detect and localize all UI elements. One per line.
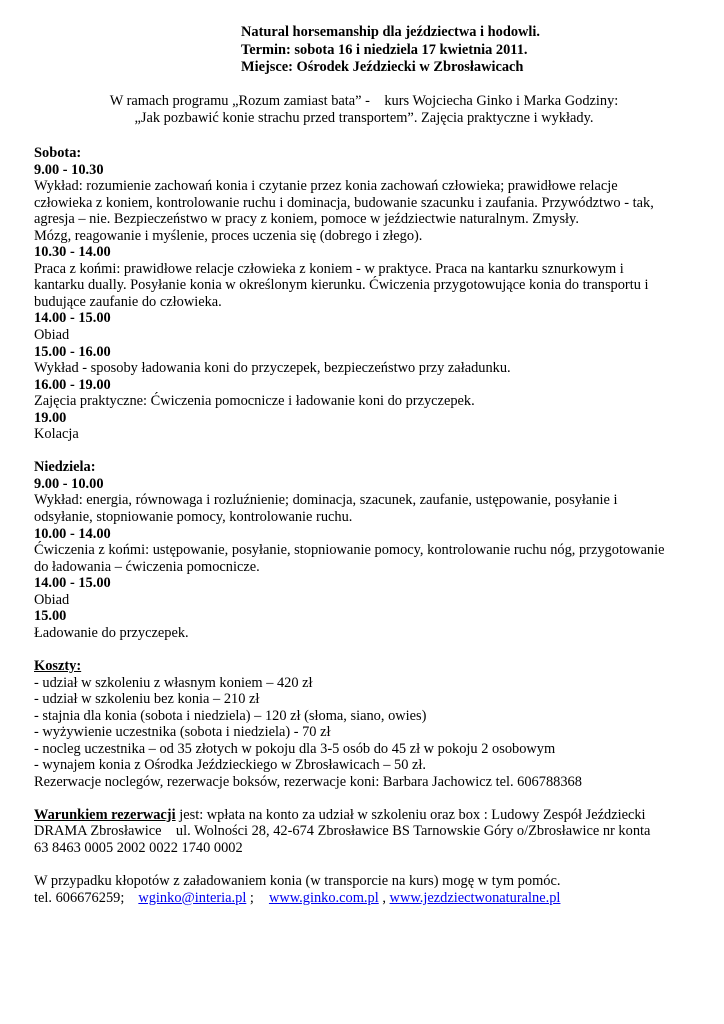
paragraph-gap	[34, 857, 684, 874]
document-body	[34, 145, 684, 906]
separator: ,	[378, 889, 386, 906]
schedule-text: budujące zaufanie do człowieka.	[34, 293, 222, 310]
schedule-text: Wykład: energia, równowaga i rozluźnienie; dominacja, szacunek, zaufanie, ustępowanie, posyłanie i	[34, 492, 618, 509]
schedule-time: 14.00 - 15.00	[34, 575, 111, 592]
schedule-text: Wykład - sposoby ładowania koni do przyczepek, bezpieczeństwo przy załadunku.	[34, 360, 511, 377]
email-link[interactable]: wginko@interia.pl	[138, 889, 247, 906]
sunday-heading: Niedziela:	[34, 459, 96, 476]
schedule-time: 19.00	[34, 409, 67, 426]
costs-heading: Koszty:	[34, 657, 82, 674]
paragraph-gap	[34, 641, 684, 658]
header-location: Miejsce: Ośrodek Jeździecki w Zbrosławicach	[241, 59, 524, 75]
terms-heading: Warunkiem rezerwacji	[34, 806, 176, 823]
intro-paragraph	[34, 93, 694, 127]
schedule-text: Mózg, reagowanie i myślenie, proces uczenia się (dobrego i złego).	[34, 227, 423, 244]
website-link-jezdziectwo[interactable]: www.jezdziectwonaturalne.pl	[389, 889, 561, 906]
schedule-time: 9.00 - 10.30	[34, 161, 104, 178]
schedule-text: Praca z końmi: prawidłowe relacje człowieka z koniem - w praktyce. Praca na kantarku sznurkowym i	[34, 260, 624, 277]
schedule-text: Obiad	[34, 327, 70, 344]
contact-line-1: W przypadku kłopotów z załadowaniem konia (w transporcie na kurs) mogę w tym pomóc.	[34, 873, 561, 890]
schedule-text: agresja – nie. Bezpieczeństwo w pracy z koniem, pomoce w jeździectwie naturalnym. Zmysły.	[34, 211, 579, 228]
schedule-text: Zajęcia praktyczne: Ćwiczenia pomocnicze i ładowanie koni do przyczepek.	[34, 393, 475, 410]
schedule-text: odsyłanie, stopniowanie pomocy, kontrolowanie ruchu.	[34, 509, 353, 526]
cost-item: - nocleg uczestnika – od 35 złotych w pokoju dla 3-5 osób do 45 zł w pokoju 2 osobowym	[34, 740, 556, 757]
schedule-text: do ładowania – ćwiczenia pomocnicze.	[34, 558, 260, 575]
terms-line-2: DRAMA Zbrosławice ul. Wolności 28, 42-674 Zbrosławice BS Tarnowskie Góry o/Zbrosławice nr konta	[34, 823, 651, 840]
paragraph-gap	[34, 443, 684, 460]
terms-line-1	[34, 807, 684, 824]
website-link-ginko[interactable]: www.ginko.com.pl	[268, 889, 379, 906]
bank-account-number: 63 8463 0005 2002 0022 1740 0002	[34, 839, 243, 856]
schedule-text: Ładowanie do przyczepek.	[34, 624, 189, 641]
intro-line-2: „Jak pozbawić konie strachu przed transportem”. Zajęcia praktyczne i wykłady.	[134, 110, 594, 126]
saturday-heading: Sobota:	[34, 145, 82, 161]
document-header	[241, 24, 540, 77]
schedule-time: 16.00 - 19.00	[34, 376, 111, 393]
reservation-contact: Rezerwacje noclegów, rezerwacje boksów, rezerwacje koni: Barbara Jachowicz tel. 606788368	[34, 773, 582, 790]
schedule-time: 9.00 - 10.00	[34, 475, 104, 492]
cost-item: - wyżywienie uczestnika (sobota i niedziela) - 70 zł	[34, 724, 331, 741]
intro-line-1: W ramach programu „Rozum zamiast bata” - kurs Wojciecha Ginko i Marka Godziny:	[109, 93, 619, 109]
schedule-text: Wykład: rozumienie zachowań konia i czytanie przez konia zachowań człowieka; prawidłowe relacje	[34, 178, 618, 195]
schedule-time: 10.30 - 14.00	[34, 244, 111, 261]
cost-item: - wynajem konia z Ośrodka Jeździeckiego w Zbrosławicach – 50 zł.	[34, 757, 427, 774]
contact-line-2	[34, 890, 684, 907]
paragraph-gap	[34, 790, 684, 807]
schedule-time: 15.00	[34, 608, 67, 625]
cost-item: - udział w szkoleniu z własnym koniem – 420 zł	[34, 674, 313, 691]
schedule-text: człowieka z koniem, kontrolowanie ruchu i dominacja, budowanie szacunku i zaufania. Przywództwo - tak,	[34, 194, 654, 211]
contact-phone: tel. 606676259;	[34, 889, 125, 906]
schedule-text: Obiad	[34, 591, 70, 608]
cost-item: - udział w szkoleniu bez konia – 210 zł	[34, 691, 260, 708]
schedule-time: 15.00 - 16.00	[34, 343, 111, 360]
schedule-time: 14.00 - 15.00	[34, 310, 111, 327]
header-date: Termin: sobota 16 i niedziela 17 kwietnia 2011.	[241, 41, 528, 58]
cost-item: - stajnia dla konia (sobota i niedziela) – 120 zł (słoma, siano, owies)	[34, 707, 427, 724]
schedule-text: kantarku dually. Posyłanie konia w określonym kierunku. Ćwiczenia przygotowujące konia do transportu i	[34, 277, 649, 294]
schedule-text: Kolacja	[34, 426, 79, 443]
terms-text: jest: wpłata na konto za udział w szkoleniu oraz box : Ludowy Zespół Jeździecki	[175, 806, 646, 823]
schedule-time: 10.00 - 14.00	[34, 525, 111, 542]
separator: ;	[246, 889, 254, 906]
header-title: Natural horsemanship dla jeździectwa i hodowli.	[241, 24, 541, 40]
schedule-text: Ćwiczenia z końmi: ustępowanie, posyłanie, stopniowanie pomocy, kontrolowanie ruchu nóg, przygotowanie	[34, 542, 665, 559]
